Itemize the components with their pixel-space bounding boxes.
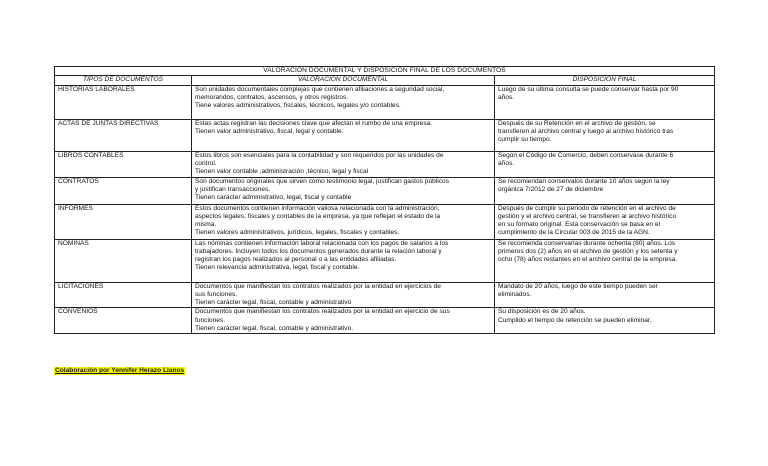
disposicion-line: eliminados. — [498, 290, 532, 298]
valoracion-cell — [192, 151, 495, 177]
table-row — [55, 151, 715, 177]
valoracion-line: Documentos que manifiestan los contratos realizados por la entidad en ejercicios de — [195, 282, 441, 290]
disposicion-line: en su formato original. Esta conservación se basa en el — [498, 221, 661, 229]
valoracion-cell — [192, 119, 495, 151]
valoracion-line: Las nóminas contienen información laboral relacionada con los pagos de salarios a los — [195, 239, 449, 247]
valoracion-line: Tienen valor contable ,administración ,técnico, legal y fiscal — [195, 168, 369, 176]
valoracion-cell — [192, 282, 495, 308]
valoracion-line: sus funciones. — [195, 290, 238, 298]
table-row — [55, 282, 715, 308]
disposicion-line: Según el Código de Comercio, deben conservase durante 6 — [498, 151, 674, 159]
table-row — [55, 239, 715, 282]
valoracion-line: Tienen relevancia administrativa, legal, fiscal y contable. — [195, 264, 360, 272]
disposicion-line: Se recomiendan conservalos durante 10 años según la ley — [498, 177, 670, 185]
valoracion-line: Documentos que manifiestan los contratos realizados por la entidad en ejercicio de sus — [195, 308, 450, 316]
header-disposicion: DISPOSICION FINAL — [495, 76, 715, 85]
disposicion-line: Cumplido el tiempo de retención se pueden eliminar. — [498, 316, 652, 324]
valoracion-line: Estos libros son esenciales para la contabilidad y son requeridos por las unidades de — [195, 151, 444, 159]
valoracion-cell — [192, 308, 495, 334]
disposicion-line: Mandato de 20 años, luego de este tiempo pueden ser — [498, 282, 658, 290]
disposicion-line: Luego de su última consulta se puede conservar hasta por 90 — [498, 85, 679, 93]
valoracion-line: trabajadores. Incluyen todos los documentos generados durante la relación laboral y — [195, 247, 442, 255]
table-row — [55, 308, 715, 334]
title-row — [55, 67, 715, 76]
document-type-cell: LIBROS CONTABLES — [55, 151, 192, 177]
disposicion-line: años. — [498, 159, 515, 167]
valoracion-line: aspectos legales, fiscales y contables de la empresa, ya que reflejan el estado de la — [195, 212, 441, 220]
valoracion-line: Tienen valores administrativos, jurídicos, legales, fiscales y contables. — [195, 229, 400, 237]
document-type-cell: CONTRATOS — [55, 177, 192, 204]
valoracion-line: control. — [195, 159, 217, 167]
valoracion-line: Tienen valor administrativo, fiscal, legal y contable. — [195, 127, 344, 135]
document-type-cell: HISTORIAS LABORALES — [55, 85, 192, 119]
disposicion-line: gestión y el archivo central, se transfieren al archivo histórico — [498, 212, 677, 220]
disposicion-cell — [495, 151, 715, 177]
document-type-cell: INFORMES — [55, 204, 192, 239]
disposicion-line: Se recomienda conservarlas durante ochenta (80) años. Los — [498, 239, 676, 247]
disposicion-cell — [495, 177, 715, 204]
disposicion-cell — [495, 239, 715, 282]
valoracion-line: Son documentos originales que sirven como testimonio legal, justifican gastos públicos — [195, 177, 449, 185]
valoracion-line: Tienen carácter administrativo, legal, fiscal y contable — [195, 194, 352, 202]
disposicion-cell — [495, 85, 715, 119]
valoracion-line: funciones. — [195, 316, 226, 324]
disposicion-line: cumplir su tiempo. — [498, 136, 552, 144]
valoracion-line: Estas actas registran las decisiones clave que afectan el rumbo de una empresa. — [195, 119, 433, 127]
disposicion-line: orgánica 7/2012 de 27 de diciembre — [498, 185, 604, 193]
disposicion-cell — [495, 119, 715, 151]
table-row — [55, 177, 715, 204]
disposicion-line: cumplimiento de la Circular 003 de 2015 de la AGN. — [498, 229, 650, 237]
disposicion-cell — [495, 204, 715, 239]
table-row — [55, 119, 715, 151]
valoracion-line: Tienen carácter legal, fiscal, contable y administrativo — [195, 299, 352, 307]
valoracion-line: Estos documentos contienen información valiosa relacionada con la administración, — [195, 204, 440, 212]
document-type-cell: CONVENIOS — [55, 308, 192, 334]
header-row — [55, 76, 715, 85]
valoracion-cell — [192, 204, 495, 239]
disposicion-line: Después de cumplir su período de retención en el archivo de — [498, 204, 676, 212]
disposicion-line: ocho (78) años restantes en el archivo central de la empresa. — [498, 256, 678, 264]
valoracion-line: y justifican transacciones. — [195, 185, 271, 193]
disposicion-line: primeros dos (2) años en el archivo de gestión y los setenta y — [498, 247, 678, 255]
table-body — [55, 85, 715, 334]
table-title: VALORACION DOCUMENTAL Y DISPOSICION FINAL DE LOS DOCUMENTOS — [55, 67, 715, 76]
valoracion-table — [54, 66, 715, 334]
disposicion-line: Su disposición es de 20 años. — [498, 308, 586, 316]
valoracion-cell — [192, 177, 495, 204]
header-valoracion: VALORACION DOCUMENTAL — [192, 76, 495, 85]
credit-text: Colaboración por Yennifer Herazo Llanos — [55, 367, 185, 374]
valoracion-cell — [192, 239, 495, 282]
disposicion-line: Después de su Retención en el archivo de gestión, se — [498, 119, 656, 127]
valoracion-line: misma. — [195, 221, 217, 229]
header-tipos: TIPOS DE DOCUMENTOS — [55, 76, 192, 85]
document-type-cell: ACTAS DE JUNTAS DIRECTIVAS — [55, 119, 192, 151]
disposicion-line: transfieren al archivo central y luego al archivo histórico tras — [498, 127, 674, 135]
table-row — [55, 85, 715, 119]
valoracion-line: Son unidades documentales complejas que contienen afiliaciones a seguridad social, — [195, 85, 445, 93]
valoracion-line: registran los pagos realizados al personal o a las entidades afiliadas. — [195, 256, 397, 264]
table-row — [55, 204, 715, 239]
valoracion-line: Tiene valores administrativos, fiscales, técnicos, legales y/o contables. — [195, 102, 401, 110]
valoracion-line: memorandos, contratos, ascensos, y otros registros. — [195, 93, 349, 101]
valoracion-line: Tienen carácter legal, fiscal, contable y administrativo. — [195, 325, 354, 333]
disposicion-line: años. — [498, 93, 515, 101]
valoracion-cell — [192, 85, 495, 119]
document-type-cell: NOMINAS — [55, 239, 192, 282]
disposicion-cell — [495, 308, 715, 334]
document-type-cell: LICITACIONES — [55, 282, 192, 308]
disposicion-cell — [495, 282, 715, 308]
